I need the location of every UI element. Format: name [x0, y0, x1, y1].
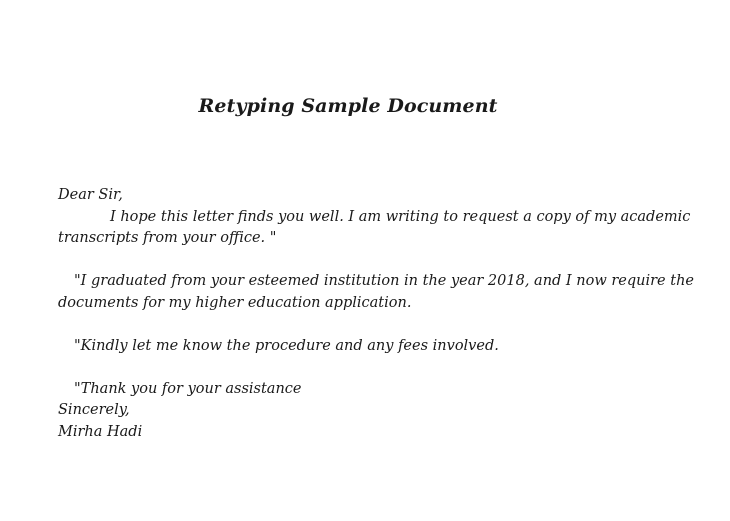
closing: Sincerely,	[58, 402, 130, 418]
letter-body	[58, 185, 703, 443]
paragraph-spacer	[58, 314, 703, 336]
paragraph-2-line-1: "I graduated from your esteemed institution in the year 2018, and I now require the	[74, 273, 694, 289]
paragraph-spacer	[58, 357, 703, 379]
paragraph-1-line-2: transcripts from your office. "	[58, 230, 277, 246]
document-title: Retyping Sample Document	[198, 95, 498, 117]
paragraph-1-line-1: I hope this letter finds you well. I am writing to request a copy of my academic	[110, 208, 691, 225]
signature: Mirha Hadi	[58, 423, 143, 440]
paragraph-2-line-2: documents for my higher education application.	[58, 294, 412, 311]
paragraph-spacer	[58, 250, 703, 272]
salutation: Dear Sir,	[58, 187, 123, 203]
paragraph-4-line-1: "Thank you for your assistance	[74, 380, 302, 397]
paragraph-3-line-1: "Kindly let me know the procedure and any fees involved.	[74, 337, 499, 354]
